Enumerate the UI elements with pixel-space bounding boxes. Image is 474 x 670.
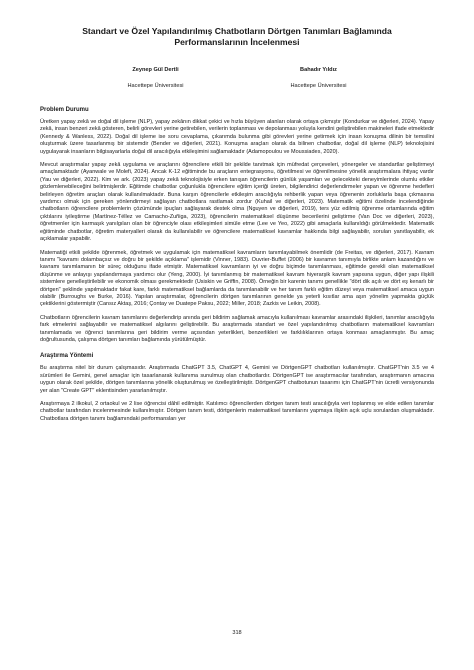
author-2	[291, 66, 347, 90]
author-affiliation: Hacettepe Üniversitesi	[127, 83, 184, 89]
author-affiliation: Hacettepe Üniversitesi	[290, 83, 347, 89]
body-paragraph: Üretken yapay zekâ ve doğal dil işleme (NLP), yapay zekânın dikkat çekici ve hızla büyüyen alanları olarak ortaya çıkmıştır (Kondurkar ve diğerleri, 2024). Yapay zekâ, insan benzeri zekâ gösteren, belirli görevleri yerine getirebilen, verilerin toplanması ve depolanması yoluyla kendini geliştirebilen makineleri ifade etmektedir (Kennedy & Wanless, 2022). Doğal dil işleme ise soru cevaplama, çıkarımda bulunma gibi görevleri yerine getirmek için insan konuşma dilinin bir temsilini oluşturmak üzere tasarlanmış bir sistemdir (Bender ve diğerleri, 2021). Konuşma araçları olarak da bilinen chatbotlar, doğal dil işleme (NLP) teknolojisini uygulayarak insanların bilgisayarlarla doğal dil aracılığıyla etkileşimini sağlamaktadır (Adamopoulou ve Moussiades, 2020).	[40, 119, 434, 155]
paper-title: Standart ve Özel Yapılandırılmış Chatbotların Dörtgen Tanımları Bağlamında Performanslarının İncelenmesi	[82, 26, 392, 47]
author-name: Bahadır Yıldız	[300, 67, 337, 73]
page-number: 318	[232, 630, 242, 636]
section-problem	[40, 106, 434, 344]
body-paragraph: Bu araştırma nitel bir durum çalışmasıdır. Araştırmada ChatGPT 3.5, ChatGPT 4, Gemini ve DörtgenGPT chatbotları kullanılmıştır. ChatGPT'nin 3.5 ve 4 sürümleri ile Gemini, genel amaçlar için tasarlanarak kullanıma sunulmuş olan chatbotlardır. DörtgenGPT ise araştırmacılar tarafından, araştırmanın amacına uygun olarak özel şekilde, dörtgen tanımlarına yönelik oluşturulmuş ve özelleştirilmiştir. DörtgenGPT chatbotunun tasarımı için ChatGPT'nin ücretli versiyonunda yer alan "Create GPT" eklentisinden yararlanılmıştır.	[40, 365, 434, 394]
author-name: Zeynep Gül Dertli	[132, 67, 179, 73]
body-paragraph: Matematiği etkili şekilde öğrenmek, öğretmek ve uygulamak için matematiksel kavramların tanımlayabilmek önemlidir (de Freitas, ve diğerleri, 2017). Kavram tanımı "kavramı dolambaçsız ve doğru bir şekilde açıklama" işlemidir (Vinner, 1983). Ouvrier-Buffet (2006) bir kavramın tanımıyla birlikte anlam kazandığını ve kavramı tanımlamanın bir süreç olduğunu ifade etmiştir. Matematiksel kavramların iyi ve doğru biçimde tanımlanması, eğitimde gerekli olan matematiksel düşünme ve anlayışı yapılandırmaya yardımcı olur (Yeng, 2000). İyi tanımlanmış bir matematiksel kavram hiyerarşik kavram yapısına uygun, diğer yapı ilişkili sistemlere genelleştirilebilir ve ekonomik olması gerekmektedir (Usiskin ve Griffin, 2008). Örneğin bir karenin tanımı genellikle "dört dik açılı ve dört eş kenarlı bir dörtgen" şeklinde yapılmaktadır fakat kare, farklı matematiksel bağlamlarda da tanımlanabilir ve her tanım farklı eğitim düzeyi veya matematiksel amaca uygun olabilir (Burroughs ve Burke, 2016). Yapılan araştırmalar, öğrencilerin dörtgen tanımlarının genelde ya yeterli kısıtlar ama aşırı yönelim yapmakta güçlük çektiklerini göstermiştir (Cansız Aktaş, 2016; Çontay ve Duatepe Paksu, 2022; Miller, 2018; Zazkis ve Leikin, 2008).	[40, 249, 434, 308]
section-heading: Problem Durumu	[40, 107, 89, 113]
body-paragraph: Chatbotların öğrencilerin kavram tanımlarını değerlendirip anında geri bildirim sağlamak amacıyla kullanılması kavramlar arasındaki ilişkileri, tanımlar aracılığıyla fark etmelerini sağlayabilir ve matematiksel algılarını geliştirebilir. Bu araştırmada standart ve özel yapılandırılmış chatbotların matematiksel kavramları tanımlamada ve öğrenci tanımlarına geri bildirim verme açısından yeterlikleri, benzerlikleri ve farklılıklarının ortaya konması amaçlanmıştır. Bu amaç doğrultusunda, çalışma dörtgen tanımları bağlamında yürütülmüştür.	[40, 314, 434, 343]
author-block	[40, 66, 434, 90]
author-1	[128, 66, 184, 90]
section-method	[40, 352, 434, 423]
body-paragraph: Mevcut araştırmalar yapay zekâ uygulama ve araçlarını öğrencilere etkili bir şekilde tanıtmak için müfredat çerçeveleri, yönergeler ve standartlar geliştirmeyi amaçlamaktadır (Ayanwale ve Molefi, 2024). Ancak K-12 eğitiminde bu araçların entegrasyonu, öğretilmesi ve öğrenilmesine yönelik araştırmalara ihtiyaç vardır (Yau ve diğerleri, 2022). Kim ve ark. (2023) yapay zekâ teknolojisiyle erken tanışan öğrencilerin günlük yaşamları ve gelecekteki deneyimlerinde olumlu etkiler gözlemlenebileceğini belirtmişlerdir. Eğitimde chatbotlar çoğunlukla öğrencilere eğitim içeriği üreten, bilgilendirici değerlendirmeler yapan ve öğrenme hedefleri belirleyen öğretim araçları olarak kullanılmaktadır. Buna karşın öğrencilerle etkileşim aracılığıyla rehberlik yapan veya öğrenenin zorluklarla başa çıkmasına yardımcı olmak için gereken yönlendirmeyi sağlayan chatbotlara rastlamak zordur (Kuhail ve diğerleri, 2023). Matematik eğitimi özelinde incelendiğinde chatbotların öğrencilere problemlerin çözümünde ipuçları sağlayarak destek olma (Nguyen ve diğerleri, 2019), ters yüz edilmiş öğrenme ortamlarında eğitim çıktılarını iyileştirme (Martínez-Téllez ve Camacho-Zuñiga, 2023), öğrencilerin matematiksel düşünme becerilerini geliştirme (Van Doc ve diğerleri, 2023), öğretmenler için karmaşık yanılgıları olan bir öğrenciyle olası etkileşimleri simüle etme (Lee ve Yeo, 2022) gibi amaçlarla kullanıldığı görülmektedir. Matematik eğitiminde chatbotlar, öğretim materyalleri olarak da kullanılabilir ve öğrencilere matematiksel kavramlar hakkında bilgi sağlayabilir, soruları yanıtlayabilir, ek açıklamalar yapabilir.	[40, 162, 434, 243]
body-paragraph: Araştırmaya 2 ilkokul, 2 ortaokul ve 2 lise öğrencisi dâhil edilmiştir. Katılımcı öğrencilerden dörtgen tanım testi aracılığıyla veri toplanmış ve elde edilen tanımlar chatbotlar tarafından incelenmesinde kullanılmıştır. Dörtgen tanım testi, dörtgenlerin matematiksel tanımlarını yapmaya ilişkin açık uçlu sorulardan oluşmaktadır. Chatbotlara dörtgen tanımı bağlamındaki performansları yer	[40, 401, 434, 422]
section-heading: Araştırma Yöntemi	[40, 353, 94, 360]
